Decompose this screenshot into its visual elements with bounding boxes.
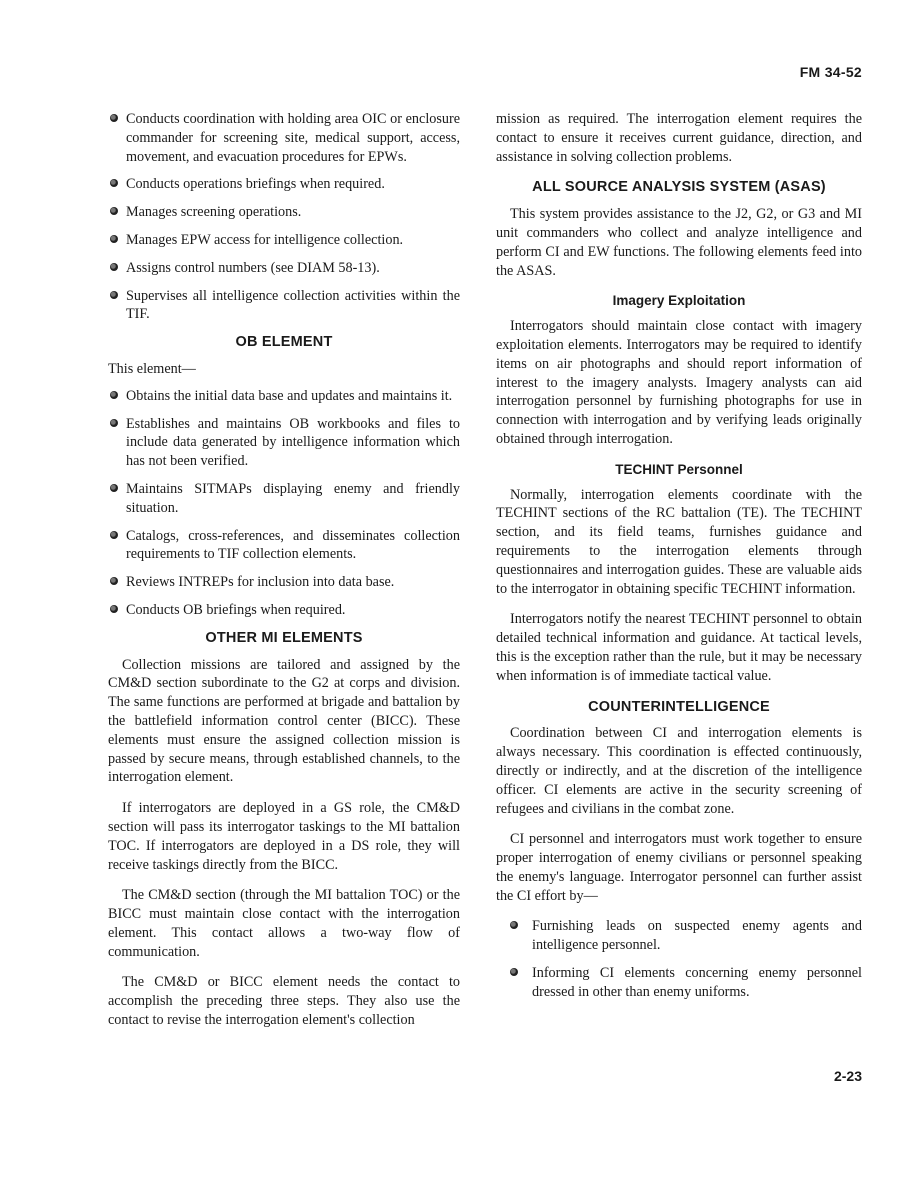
bullet-icon [110, 391, 118, 399]
section-heading-ob-element: OB ELEMENT [235, 334, 333, 351]
body-paragraph: The CM&D section (through the MI battalion TOC) or the BICC must maintain close contact with the interrogation element. This contact allows a two-way flow of communication. [108, 887, 460, 960]
ci-assist-list [496, 917, 862, 1001]
list-item: Supervises all intelligence collection activities within the TIF. [108, 287, 460, 325]
tif-duties-list [108, 110, 460, 324]
list-item: Manages EPW access for intelligence collection. [108, 231, 460, 250]
list-item: Establishes and maintains OB workbooks and files to include data generated by intelligence information which has not been verified. [108, 415, 460, 471]
bullet-icon [110, 263, 118, 271]
bullet-icon [110, 605, 118, 613]
continued-paragraph: mission as required. The interrogation element requires the contact to ensure it receives current guidance, direction, and assistance in solving collection problems. [496, 111, 862, 165]
bullet-icon [110, 114, 118, 122]
body-paragraph: If interrogators are deployed in a GS role, the CM&D section will pass its interrogator taskings to the MI battalion TOC. If interrogators are deployed in a DS role, they will receive taskings directly from the BICC. [108, 800, 460, 873]
list-item: Obtains the initial data base and updates and maintains it. [108, 387, 460, 406]
bullet-icon [510, 921, 518, 929]
subheading-imagery-exploitation: Imagery Exploitation [612, 293, 746, 309]
body-paragraph: The CM&D or BICC element needs the contact to accomplish the preceding three steps. They also use the contact to revise the interrogation element's collection [108, 974, 460, 1029]
list-item: Conducts operations briefings when required. [108, 175, 460, 194]
body-paragraph: This system provides assistance to the J2, G2, or G3 and MI unit commanders who collect and analyze intelligence and perform CI and EW functions. The following elements feed into the ASAS. [496, 206, 862, 279]
bullet-icon [110, 207, 118, 215]
section-heading-counterintelligence: COUNTERINTELLIGENCE [588, 698, 770, 715]
bullet-icon [110, 179, 118, 187]
list-item: Informing CI elements concerning enemy personnel dressed in other than enemy uniforms. [508, 964, 862, 1002]
subheading-techint-personnel: TECHINT Personnel [615, 461, 743, 477]
body-paragraph: Normally, interrogation elements coordinate with the TECHINT sections of the RC battalion (TE). The TECHINT section, and its field teams, furnishes guidance and requirements to the interrogation elements through questionnaires and interrogation guides. These are valuable aids to the interrogator in obtaining specific TECHINT information. [496, 486, 862, 597]
page-number: 2-23 [833, 1068, 862, 1084]
bullet-icon [110, 577, 118, 585]
list-item: Manages screening operations. [108, 203, 460, 222]
bullet-icon [110, 531, 118, 539]
ob-intro-text: This element— [108, 360, 196, 377]
body-paragraph: Coordination between CI and interrogation elements is always necessary. This coordination is effected continuously, directly or indirectly, and at the discretion of the intelligence officer. CI elements are active in the security screening of refugees and civilians in the combat zone. [496, 725, 862, 817]
ob-duties-list [108, 387, 460, 620]
section-heading-other-mi-elements: OTHER MI ELEMENTS [205, 629, 363, 646]
bullet-icon [110, 484, 118, 492]
body-paragraph: Collection missions are tailored and assigned by the CM&D section subordinate to the G2 at corps and division. The same functions are performed at brigade and battalion by the battlefield information control center (BICC). These elements must ensure the assigned collection mission is passed by secure means, through established channels, to the interrogation element. [108, 656, 460, 786]
bullet-icon [110, 291, 118, 299]
right-column [496, 110, 862, 1011]
body-paragraph: Interrogators notify the nearest TECHINT personnel to obtain detailed technical information and guidance. At tactical levels, this is the exception rather than the rule, but it may be necessary when information is of immediate tactical value. [496, 611, 862, 684]
list-item: Conducts OB briefings when required. [108, 601, 460, 620]
list-item: Conducts coordination with holding area OIC or enclosure commander for screening site, medical support, access, movement, and evacuation procedures for EPWs. [108, 110, 460, 166]
list-item: Assigns control numbers (see DIAM 58-13). [108, 259, 460, 278]
document-id-header: FM 34-52 [799, 64, 862, 80]
section-heading-asas: ALL SOURCE ANALYSIS SYSTEM (ASAS) [532, 179, 826, 196]
bullet-icon [110, 235, 118, 243]
bullet-icon [110, 419, 118, 427]
body-paragraph: CI personnel and interrogators must work together to ensure proper interrogation of enemy civilians or personnel speaking the enemy's language. Interrogator personnel can further assist the CI effort by— [496, 831, 862, 904]
left-column [108, 110, 460, 1042]
bullet-icon [510, 968, 518, 976]
list-item: Maintains SITMAPs displaying enemy and friendly situation. [108, 480, 460, 518]
list-item: Catalogs, cross-references, and disseminates collection requirements to TIF collection elements. [108, 527, 460, 565]
list-item: Reviews INTREPs for inclusion into data base. [108, 573, 460, 592]
list-item: Furnishing leads on suspected enemy agents and intelligence personnel. [508, 917, 862, 955]
body-paragraph: Interrogators should maintain close contact with imagery exploitation elements. Interrogators may be required to identify items on air photographs and should report information of interest to the imagery analysts. Imagery analysts can aid interrogation personnel by furnishing photographs for use in connection with interrogation and by verifying leads originally obtained through interrogation. [496, 318, 862, 447]
